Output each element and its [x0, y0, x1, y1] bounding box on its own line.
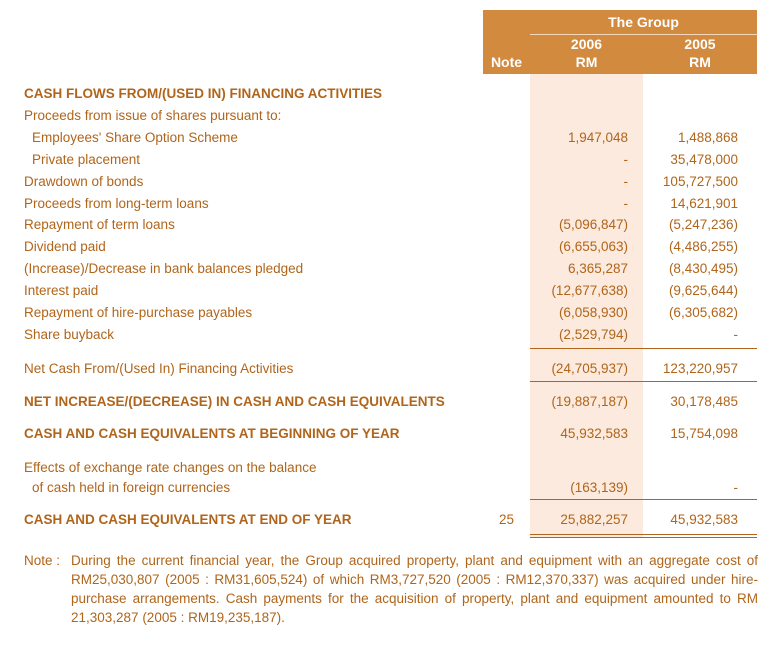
value-2005: 14,621,901 — [670, 196, 738, 211]
row-label: Repayment of hire-purchase payables — [24, 305, 253, 320]
net-financing-2005: 123,220,957 — [662, 361, 738, 376]
value-2006: (6,655,063) — [558, 239, 628, 254]
value-2006: - — [623, 152, 628, 167]
value-2005: (6,305,682) — [668, 305, 738, 320]
end-of-year-2005: 45,932,583 — [670, 512, 738, 527]
net-increase-label: NET INCREASE/(DECREASE) IN CASH AND CASH EQUIVALENTS — [24, 394, 445, 409]
value-2005: - — [733, 327, 738, 342]
beginning-label: CASH AND CASH EQUIVALENTS AT BEGINNING OF YEAR — [24, 426, 400, 441]
fx-effect-label-line1: Effects of exchange rate changes on the balance — [24, 460, 317, 475]
value-2006: - — [623, 196, 628, 211]
row-label: Proceeds from issue of shares pursuant to: — [24, 108, 282, 123]
beginning-2005: 15,754,098 — [670, 426, 738, 441]
fx-effect-label-line2: of cash held in foreign currencies — [32, 480, 231, 495]
end-of-year-note: 25 — [498, 512, 515, 527]
row-label: (Increase)/Decrease in bank balances pledged — [24, 261, 304, 276]
value-2006: (2,529,794) — [558, 327, 628, 342]
value-2006: 1,947,048 — [567, 130, 628, 145]
row-label: Drawdown of bonds — [24, 174, 144, 189]
net-increase-2006: (19,887,187) — [551, 394, 628, 409]
value-2005: 1,488,868 — [677, 130, 738, 145]
subtotal-rule — [530, 348, 757, 349]
col-2005-year: 2005 — [684, 36, 716, 52]
row-label: Private placement — [32, 152, 141, 167]
final-rule-double — [530, 537, 757, 538]
net-increase-2005: 30,178,485 — [670, 394, 738, 409]
row-label: Proceeds from long-term loans — [24, 196, 209, 211]
fx-effect-2006: (163,139) — [570, 480, 628, 495]
net-financing-label: Net Cash From/(Used In) Financing Activities — [24, 361, 294, 376]
row-label: Share buyback — [24, 327, 115, 342]
value-2005: 35,478,000 — [670, 152, 738, 167]
section-title: CASH FLOWS FROM/(USED IN) FINANCING ACTIVITIES — [24, 86, 382, 101]
value-2005: (5,247,236) — [668, 217, 738, 232]
value-2006: 6,365,287 — [567, 261, 628, 276]
value-2006: (6,058,930) — [558, 305, 628, 320]
row-label: Employees' Share Option Scheme — [32, 130, 238, 145]
group-header-label: The Group — [608, 14, 679, 30]
value-2006: (12,677,638) — [551, 283, 628, 298]
value-2005: 105,727,500 — [662, 174, 738, 189]
footnote-text: During the current financial year, the Group acquired property, plant and equipment with an aggregate cost of RM25,030,807 (2005 : RM31,605,524) of which RM3,727,520 (2005 : RM12,370,337) was acquired under hire-purchase arrangements. Cash payments for the acquisition of property, plant and equipment amounted to RM 21,303,287 (2005 : RM19,235,187). — [71, 553, 758, 625]
col-2005-unit: RM — [689, 54, 711, 70]
row-label: Interest paid — [24, 283, 99, 298]
value-2005: (8,430,495) — [668, 261, 738, 276]
col-2006-unit: RM — [575, 54, 598, 70]
value-2005: (9,625,644) — [668, 283, 738, 298]
net-financing-2006: (24,705,937) — [551, 361, 628, 376]
col-2006-year: 2006 — [570, 36, 603, 52]
beginning-2006: 45,932,583 — [560, 426, 628, 441]
value-2006: - — [623, 174, 628, 189]
header-divider — [530, 34, 757, 35]
fx-effect-2005: - — [733, 480, 738, 495]
row-label: Dividend paid — [24, 239, 106, 254]
value-2005: (4,486,255) — [668, 239, 738, 254]
value-2006: (5,096,847) — [558, 217, 628, 232]
footnote-label: Note : — [24, 553, 61, 568]
note-col-header: Note — [490, 54, 523, 70]
end-of-year-label: CASH AND CASH EQUIVALENTS AT END OF YEAR — [24, 512, 352, 527]
total-rule — [530, 381, 757, 382]
end-of-year-2006: 25,882,257 — [560, 512, 628, 527]
final-rule-bottom — [530, 534, 757, 535]
row-label: Repayment of term loans — [24, 217, 175, 232]
final-rule-top — [530, 499, 757, 500]
